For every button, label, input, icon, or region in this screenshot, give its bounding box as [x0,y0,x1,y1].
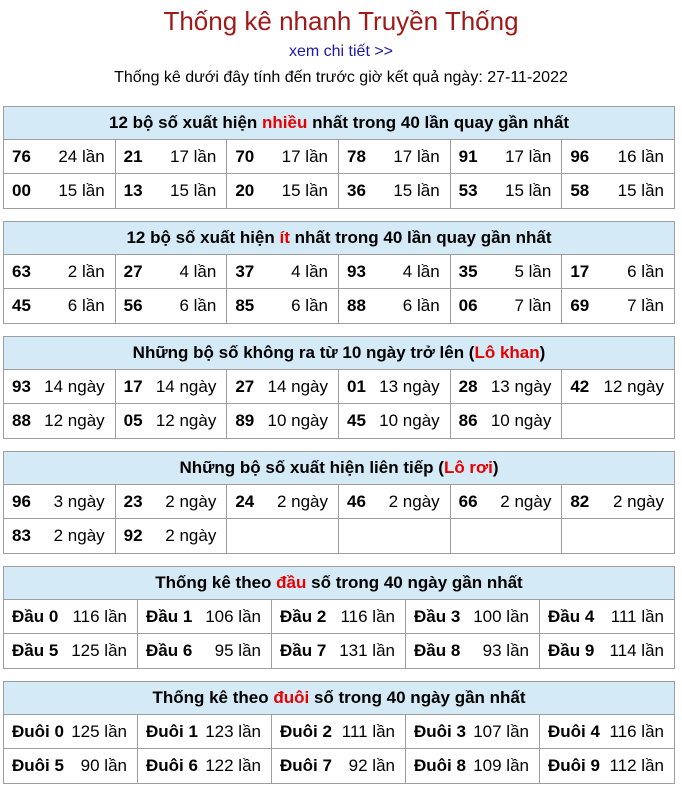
stat-cell [406,600,540,634]
stat-key: 86 [458,411,478,430]
stat-count: 10 ngày [379,411,440,430]
section-title-text: 12 bộ số xuất hiện [108,113,263,132]
stat-cell [339,370,451,404]
stat-cell [272,634,406,668]
stat-count: 109 lần [473,756,529,775]
stat-count: 90 lần [80,756,127,775]
stat-cell [562,255,674,289]
stat-key: 70 [235,146,255,166]
stat-cell [4,519,116,553]
stat-cell [339,404,451,438]
stat-cell [227,140,339,174]
stat-count: 2 ngày [165,491,217,511]
stat-count: 131 lần [339,641,395,660]
stat-cell [4,289,116,323]
stat-count: 4 lần [291,261,328,281]
stat-count: 4 lần [402,261,440,281]
stat-count: 13 ngày [490,376,552,396]
stat-key: Đầu 4 [548,606,595,626]
stat-key: Đuôi 2 [280,721,332,741]
stat-key: Đuôi 6 [146,756,198,775]
stat-key: Đầu 2 [280,606,327,626]
stat-cell [227,404,339,438]
stat-cell [451,485,563,519]
stats-grid [4,140,674,208]
stat-count: 17 lần [281,146,328,166]
stat-count: 111 lần [341,721,395,741]
stat-count: 125 lần [71,721,127,741]
stat-cell [4,140,116,174]
section-title-highlight: nhiều [262,113,308,132]
stat-cell [272,749,406,783]
stat-cell [116,255,228,289]
stat-key: 21 [123,146,143,166]
stat-cell [227,519,339,553]
section-title-text: nhất trong 40 lần quay gần nhất [289,228,552,247]
stat-key: 46 [346,491,366,511]
stats-grid [4,600,674,668]
page-header [0,0,682,88]
stat-count: 6 lần [402,296,440,315]
stat-key: 28 [458,376,478,396]
stat-cell [4,600,138,634]
stat-cell [138,600,272,634]
stat-key: 17 [570,261,590,281]
stat-cell [116,174,228,208]
stat-count: 10 ngày [490,411,552,430]
stat-key: 20 [235,181,255,200]
stat-key: 82 [570,491,590,511]
stat-count: 17 lần [170,146,217,166]
stat-cell [138,749,272,783]
stat-key: 69 [570,296,590,315]
section-title [4,682,674,715]
section-title-text: nhất trong 40 lần quay gần nhất [307,113,570,132]
stat-count: 6 lần [67,296,105,315]
stat-key: 83 [12,526,31,545]
stat-key: 91 [458,146,478,166]
stat-cell [451,174,563,208]
stat-cell [227,255,339,289]
stat-count: 2 ngày [612,491,664,511]
stat-key: Đầu 0 [12,606,59,626]
stat-cell [339,255,451,289]
section-title [4,567,674,600]
stat-count: 14 ngày [155,376,217,396]
stat-key: 37 [235,261,255,281]
section-title [4,337,674,370]
stat-key: Đuôi 3 [414,721,466,741]
section-title-text: số trong 40 ngày gần nhất [306,573,523,592]
stat-count: 24 lần [58,146,105,166]
stat-cell [227,289,339,323]
stat-count: 13 ngày [379,376,440,396]
page-title: Thống kê nhanh Truyền Thống [163,6,519,36]
stat-count: 116 lần [609,721,664,741]
stat-cell [4,715,138,749]
section-title [4,107,674,140]
stat-key: 93 [12,376,31,396]
stat-cell [451,289,563,323]
section-title-text: Thống kê theo [155,573,277,592]
stat-cell [116,370,228,404]
stat-key: 96 [570,146,590,166]
stat-key: 66 [458,491,478,511]
stat-cell [4,174,116,208]
stat-cell [4,255,116,289]
stats-grid [4,370,674,438]
stat-cell [116,404,228,438]
stat-cell [339,174,451,208]
stat-key: 00 [12,181,31,200]
stat-cell [540,634,674,668]
section-title-text: số trong 40 ngày gần nhất [309,688,526,707]
page-subtitle: Thống kê dưới đây tính đến trước giờ kết quả ngày: 27-11-2022 [114,69,568,86]
stat-cell [562,289,674,323]
stat-key: 92 [123,526,143,545]
stat-count: 10 ngày [267,411,328,430]
stat-cell [562,519,674,553]
section-title-text: Những bộ số không ra từ 10 ngày trở lên ( [132,343,475,362]
stat-key: Đầu 9 [548,641,595,660]
stat-count: 15 lần [170,181,217,200]
stat-key: 36 [346,181,366,200]
stat-cell [562,140,674,174]
stat-count: 2 ngày [165,526,217,545]
stat-cell [451,140,563,174]
stat-key: 45 [12,296,31,315]
stat-count: 4 lần [179,261,217,281]
section-title-text: Những bộ số xuất hiện liên tiếp ( [179,458,444,477]
stat-key: Đầu 8 [414,641,461,660]
section-title-text: ) [539,343,546,362]
section-lo-roi [3,451,675,554]
stat-count: 116 lần [72,606,127,626]
section-title-highlight: đuôi [273,688,310,707]
stat-cell [4,485,116,519]
section-lo-khan [3,336,675,439]
stat-key: 13 [123,181,143,200]
stat-key: 63 [12,261,31,281]
stat-cell [562,174,674,208]
stat-key: 88 [12,411,31,430]
section-title-highlight: Lô khan [474,343,540,362]
stat-key: 01 [346,376,366,396]
stat-count: 12 ngày [603,376,664,396]
stat-cell [4,370,116,404]
stat-cell [227,485,339,519]
stat-cell [4,404,116,438]
section-title-highlight: đầu [276,573,307,592]
stat-count: 15 lần [393,181,440,200]
stats-grid [4,485,674,553]
stat-count: 106 lần [205,606,261,626]
stat-key: Đầu 7 [280,641,327,660]
stat-key: Đầu 5 [12,641,59,660]
stat-count: 15 lần [281,181,328,200]
stat-count: 95 lần [214,641,261,660]
stat-count: 111 lần [610,606,664,626]
stat-cell [451,519,563,553]
stat-key: 06 [458,296,478,315]
stat-key: Đuôi 4 [548,721,600,741]
stat-cell [227,174,339,208]
stat-key: 17 [123,376,143,396]
stat-key: 93 [346,261,366,281]
stat-count: 17 lần [393,146,440,166]
stat-key: 35 [458,261,478,281]
stat-count: 17 lần [505,146,552,166]
stat-key: Đuôi 7 [280,756,332,775]
stat-count: 6 lần [291,296,328,315]
stat-count: 14 ngày [267,376,328,396]
stat-count: 16 lần [617,146,664,166]
section-title-highlight: ít [279,228,290,247]
stat-count: 125 lần [71,641,127,660]
stat-key: 53 [458,181,478,200]
stat-count: 123 lần [205,721,261,741]
stat-key: Đầu 1 [146,606,193,626]
stat-cell [451,404,563,438]
stat-count: 6 lần [627,261,664,281]
stat-key: Đầu 3 [414,606,461,626]
stat-key: 05 [123,411,143,430]
stat-count: 2 lần [67,261,105,281]
stat-cell [4,749,138,783]
stat-count: 2 ngày [276,491,328,511]
stat-count: 112 lần [609,756,664,775]
stat-key: 76 [12,146,31,166]
stat-key: 24 [235,491,255,511]
stat-cell [540,715,674,749]
stat-cell [406,715,540,749]
stat-cell [451,255,563,289]
stat-count: 2 ngày [388,491,440,511]
stat-key: 88 [346,296,366,315]
stat-cell [540,749,674,783]
section-least-frequent [3,221,675,324]
stat-cell [540,600,674,634]
stat-key: Đuôi 0 [12,721,64,741]
stat-count: 15 lần [617,181,664,200]
stat-count: 15 lần [58,181,105,200]
stat-count: 114 lần [609,641,664,660]
stat-cell [406,634,540,668]
stat-count: 12 ngày [155,411,217,430]
stat-key: 45 [346,411,366,430]
stat-key: 89 [235,411,255,430]
stat-count: 12 ngày [44,411,105,430]
section-title-highlight: Lô rơi [443,458,493,477]
stat-count: 122 lần [205,756,261,775]
stat-count: 7 lần [514,296,552,315]
stat-count: 2 ngày [53,526,105,545]
stat-cell [562,370,674,404]
stat-cell [138,715,272,749]
stat-key: Đuôi 8 [414,756,466,775]
stat-cell [562,485,674,519]
stat-count: 100 lần [473,606,529,626]
stat-count: 3 ngày [53,491,105,511]
stat-key: 58 [570,181,590,200]
stat-key: Đuôi 1 [146,721,198,741]
stat-key: 27 [123,261,143,281]
stat-count: 107 lần [473,721,529,741]
section-title-text: ) [492,458,499,477]
stat-cell [116,485,228,519]
section-title-text: Thống kê theo [152,688,274,707]
stat-cell [272,600,406,634]
stat-count: 15 lần [505,181,552,200]
section-title-text: 12 bộ số xuất hiện [126,228,280,247]
section-tail-digit [3,681,675,784]
stat-cell [339,485,451,519]
view-details-link[interactable]: xem chi tiết >> [288,43,394,60]
stat-key: 78 [346,146,366,166]
section-head-digit [3,566,675,669]
stat-key: 96 [12,491,31,511]
stat-count: 116 lần [340,606,395,626]
stat-key: 23 [123,491,143,511]
stat-cell [451,370,563,404]
stat-key: 27 [235,376,255,396]
stat-key: Đuôi 9 [548,756,600,775]
stat-cell [227,370,339,404]
section-most-frequent [3,106,675,209]
stat-count: 5 lần [514,261,552,281]
stat-key: Đầu 6 [146,641,193,660]
stat-cell [116,289,228,323]
stat-count: 2 ngày [500,491,552,511]
stat-cell [138,634,272,668]
stat-count: 7 lần [627,296,664,315]
stat-key: 42 [570,376,590,396]
stat-cell [272,715,406,749]
stats-grid [4,255,674,323]
stat-key: 85 [235,296,255,315]
stat-cell [339,289,451,323]
stat-cell [339,519,451,553]
stat-cell [4,634,138,668]
stat-count: 6 lần [179,296,217,315]
stat-count: 93 lần [482,641,529,660]
section-title [4,452,674,485]
stat-cell [406,749,540,783]
stat-count: 14 ngày [44,376,105,396]
stat-cell [562,404,674,438]
stat-cell [339,140,451,174]
stat-key: 56 [123,296,143,315]
section-title [4,222,674,255]
stat-count: 92 lần [348,756,395,775]
stats-grid [4,715,674,783]
stat-cell [116,519,228,553]
stat-cell [116,140,228,174]
stat-key: Đuôi 5 [12,756,64,775]
